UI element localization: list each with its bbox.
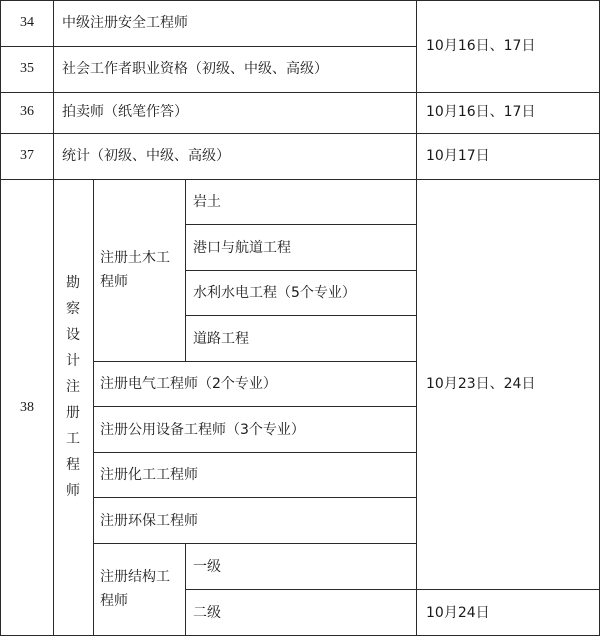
exam-date: 10月17日 [426, 148, 490, 164]
row-number: 36 [20, 104, 34, 119]
level-item: 二级 [193, 605, 221, 621]
row-border [93, 497, 416, 498]
exam-name: 拍卖师（纸笔作答） [62, 104, 188, 120]
exam-name: 中级注册安全工程师 [62, 15, 188, 31]
col-border [0, 0, 1, 636]
row-number: 35 [20, 61, 34, 76]
col-border [53, 0, 54, 636]
row-border [0, 46, 416, 47]
col-border [93, 179, 94, 636]
level-item: 一级 [193, 559, 221, 575]
exam-name: 注册环保工程师 [100, 513, 198, 529]
row-border [0, 179, 600, 180]
row-border [93, 543, 416, 544]
specialty-item: 岩土 [193, 194, 221, 210]
exam-name: 统计（初级、中级、高级） [62, 148, 230, 164]
row-border [93, 361, 416, 362]
col-border [416, 0, 417, 636]
exam-date: 10月23日、24日 [426, 376, 536, 392]
exam-date: 10月16日、17日 [426, 38, 536, 54]
exam-name: 注册电气工程师（2个专业） [100, 376, 277, 392]
specialty-item: 道路工程 [193, 331, 249, 347]
row-border [185, 270, 416, 271]
row-number: 34 [20, 15, 34, 30]
exam-name: 注册化工工程师 [100, 467, 198, 483]
row-border [93, 452, 416, 453]
row-border [185, 224, 416, 225]
specialty-item: 港口与航道工程 [193, 240, 291, 256]
row-border [0, 92, 600, 93]
exam-name: 注册公用设备工程师（3个专业） [100, 422, 305, 438]
row-border [0, 0, 600, 1]
exam-date: 10月24日 [426, 605, 490, 621]
row-number: 38 [20, 400, 34, 415]
row-border [93, 406, 416, 407]
row-number: 37 [20, 148, 34, 163]
subcategory-label: 注册土木工程师 [100, 250, 170, 290]
row-border [185, 589, 600, 590]
exam-date: 10月16日、17日 [426, 104, 536, 120]
category-label: 勘察设计注册工程师 [66, 275, 80, 499]
exam-name: 社会工作者职业资格（初级、中级、高级） [62, 61, 328, 77]
specialty-item: 水利水电工程（5个专业） [193, 285, 356, 301]
row-border [185, 315, 416, 316]
subcategory-label: 注册结构工程师 [100, 569, 170, 609]
row-border [0, 133, 600, 134]
